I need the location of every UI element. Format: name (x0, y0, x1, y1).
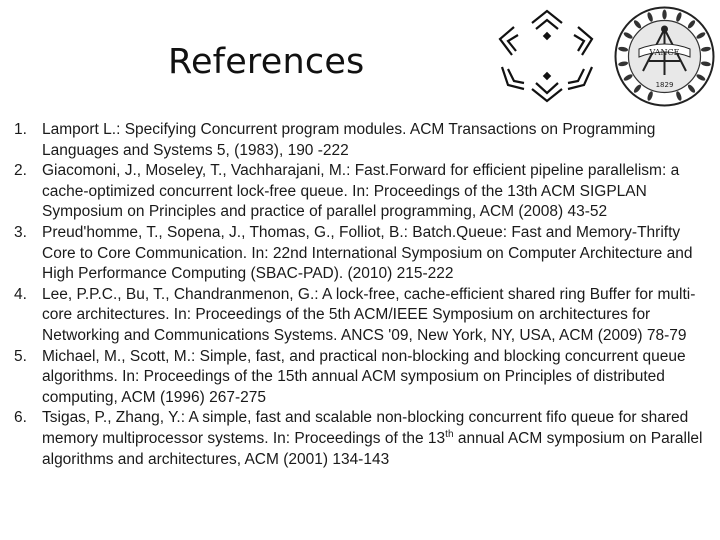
reference-text: Lamport L.: Specifying Concurrent program modules. ACM Transactions on Programming Languages and Systems 5, (1983), 190 -222 (42, 121, 656, 159)
reference-number: 4. (14, 285, 27, 303)
reference-number: 6. (14, 409, 27, 427)
ordinal-suffix: th (445, 428, 454, 440)
reference-item (14, 408, 714, 470)
reference-text-part: annual ACM symposium on Parallel algorithms and architectures, ACM (2001) 134-143 (42, 429, 703, 468)
reference-text-part: Tsigas, P., Zhang, Y.: A simple, fast and scalable non-blocking concurrent fifo queue for shared memory multiprocessor systems. In: Proceedings of the 13 (42, 409, 689, 447)
reference-text: Michael, M., Scott, M.: Simple, fast, and practical non-blocking and blocking concurrent queue algorithms. In: Proceedings of the 15th annual ACM symposium on Principles of distributed computing, ACM (1996) 267-275 (42, 347, 686, 406)
university-seal-logo-icon (613, 5, 716, 108)
reference-list (14, 120, 714, 470)
reference-text: Preud'homme, T., Sopena, J., Thomas, G., Folliot, B.: Batch.Queue: Fast and Memory-Thrifty Core to Core Communication. In: 22nd International Symposium on Computer Architecture and High Performance Computing (SBAC-PAD). (2010) 215-222 (42, 223, 693, 283)
reference-item (14, 285, 714, 347)
reference-number: 3. (14, 223, 27, 241)
reference-item (14, 161, 714, 223)
reference-item (14, 120, 714, 161)
reference-text (42, 409, 703, 467)
svg-text:VANCE: VANCE (649, 48, 680, 57)
hexagon-chevron-logo-icon (494, 5, 600, 105)
reference-item (14, 347, 714, 409)
reference-text: Giacomoni, J., Moseley, T., Vachharajani, M.: Fast.Forward for efficient pipeline parallelism: a cache-optimized concurrent lock-free queue. In: Proceedings of the 13th ACM SIGPLAN Symposium on Principles and practice of parallel programming, ACM (2008) 43-52 (42, 162, 680, 221)
reference-item (14, 223, 714, 285)
reference-text: Lee, P.P.C., Bu, T., Chandranmenon, G.: A lock-free, cache-efficient shared ring Buffer for multi-core architectures. In: Proceedings of the 5th ACM/IEEE Symposium on architectures for Networking and Communications Systems. ANCS '09, New York, NY, USA, ACM (2009) 78-79 (42, 285, 696, 344)
reference-number: 1. (14, 121, 27, 138)
svg-text:1829: 1829 (655, 81, 674, 89)
reference-number: 2. (14, 162, 27, 180)
slide-title: References (168, 42, 365, 82)
reference-number: 5. (14, 347, 27, 365)
